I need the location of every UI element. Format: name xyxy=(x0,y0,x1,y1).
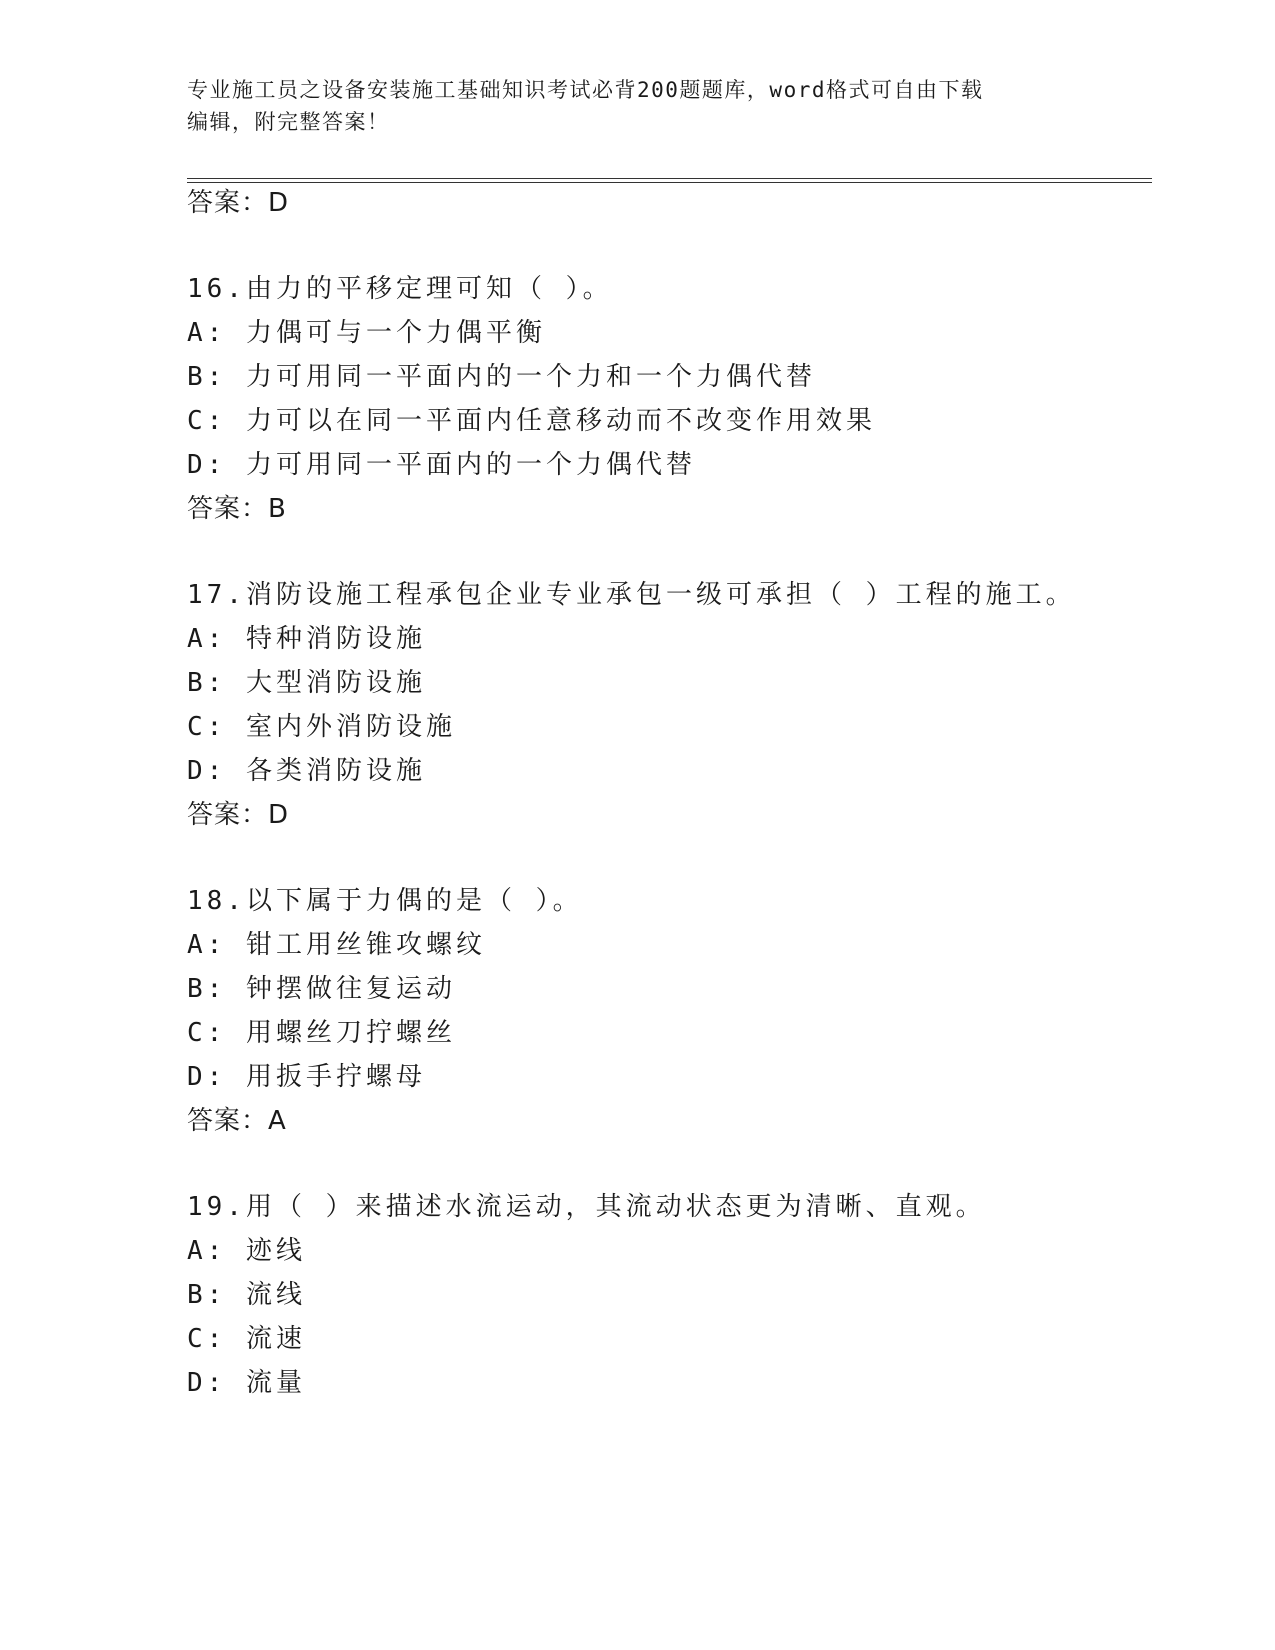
question-17-option-d: D: 各类消防设施 xyxy=(187,756,426,786)
question-17-option-a: A: 特种消防设施 xyxy=(187,624,426,654)
question-18-option-b: B: 钟摆做往复运动 xyxy=(187,974,456,1004)
question-19-option-c: C: 流速 xyxy=(187,1324,306,1354)
question-16-option-c: C: 力可以在同一平面内任意移动而不改变作用效果 xyxy=(187,406,876,436)
question-19-stem: 19.用（ ）来描述水流运动，其流动状态更为清晰、直观。 xyxy=(187,1192,986,1222)
question-16-option-b: B: 力可用同一平面内的一个力和一个力偶代替 xyxy=(187,362,816,392)
question-17-option-c: C: 室内外消防设施 xyxy=(187,712,456,742)
question-19-option-a: A: 迹线 xyxy=(187,1236,306,1266)
header-divider-bottom xyxy=(187,182,1152,183)
question-17-stem: 17.消防设施工程承包企业专业承包一级可承担（ ）工程的施工。 xyxy=(187,580,1076,610)
question-16-answer: 答案：B xyxy=(187,494,287,524)
header-divider-top xyxy=(187,178,1152,179)
question-18-option-d: D: 用扳手拧螺母 xyxy=(187,1062,426,1092)
question-19-option-d: D: 流量 xyxy=(187,1368,306,1398)
question-16-stem: 16.由力的平移定理可知（ ）。 xyxy=(187,274,613,304)
question-18-stem: 18.以下属于力偶的是（ ）。 xyxy=(187,886,583,916)
question-18-option-a: A: 钳工用丝锥攻螺纹 xyxy=(187,930,486,960)
answer-previous: 答案：D xyxy=(187,188,290,218)
question-18-answer: 答案：A xyxy=(187,1106,287,1136)
question-18-option-c: C: 用螺丝刀拧螺丝 xyxy=(187,1018,456,1048)
question-17-option-b: B: 大型消防设施 xyxy=(187,668,426,698)
question-16-option-a: A: 力偶可与一个力偶平衡 xyxy=(187,318,546,348)
question-19-option-b: B: 流线 xyxy=(187,1280,306,1310)
question-16-option-d: D: 力可用同一平面内的一个力偶代替 xyxy=(187,450,696,480)
header-line-1: 专业施工员之设备安装施工基础知识考试必背200题题库，word格式可自由下载 xyxy=(187,78,984,102)
question-17-answer: 答案：D xyxy=(187,800,290,830)
document-header xyxy=(187,74,1067,138)
header-line-2: 编辑，附完整答案！ xyxy=(187,110,390,134)
